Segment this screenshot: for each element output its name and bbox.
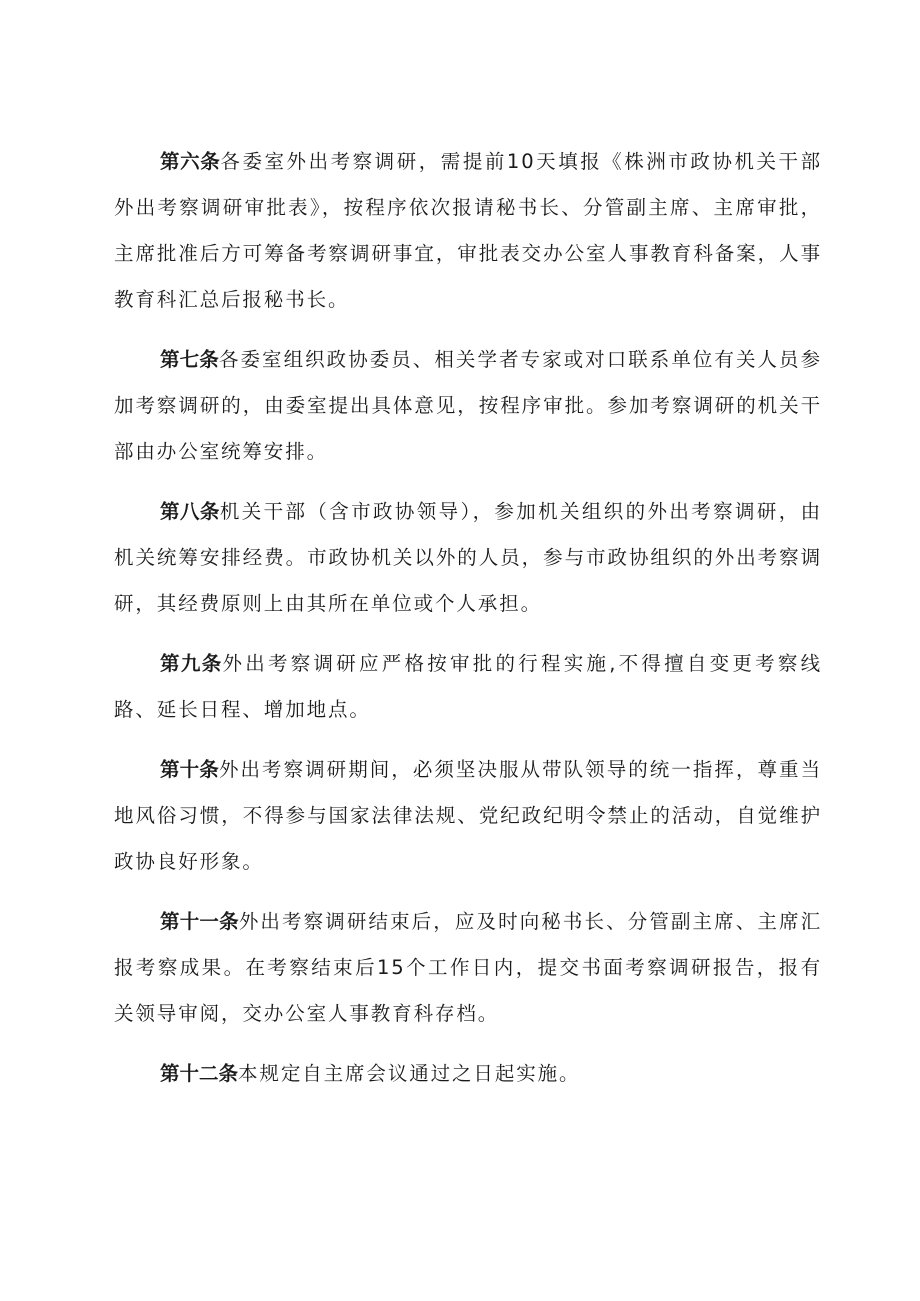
article-text: 机关干部（含市政协领导），参加机关组织的外出考察调研，由机关统筹安排经费。市政协机关以外的人员，参与市政协组织的外出考察调研，其经费原则上由其所在单位或个人承担。 [114, 500, 822, 615]
article-9 [114, 641, 822, 733]
article-10 [114, 747, 822, 885]
article-text: 各委室外出考察调研，需提前10天填报《株洲市政协机关干部外出考察调研审批表》，按程序依次报请秘书长、分管副主席、主席审批，主席批准后方可筹备考察调研事宜，审批表交办公室人事教育科备案，人事教育科汇总后报秘书长。 [114, 150, 822, 311]
article-8 [114, 489, 822, 627]
document-body [114, 139, 822, 1111]
article-title: 第十条 [160, 758, 219, 781]
article-text: 各委室组织政协委员、相关学者专家或对口联系单位有关人员参加考察调研的，由委室提出具体意见，按程序审批。参加考察调研的机关干部由办公室统筹安排。 [114, 348, 822, 463]
article-title: 第六条 [160, 150, 221, 173]
article-6 [114, 139, 822, 323]
article-text: 本规定自主席会议通过之日起实施。 [238, 1062, 581, 1085]
article-12 [114, 1051, 822, 1097]
article-title: 第十二条 [160, 1062, 239, 1085]
article-11 [114, 899, 822, 1037]
article-title: 第九条 [160, 652, 223, 675]
article-title: 第十一条 [160, 910, 239, 933]
article-7 [114, 337, 822, 475]
article-title: 第八条 [160, 500, 220, 523]
article-title: 第七条 [160, 348, 219, 371]
article-text: 外出考察调研应严格按审批的行程实施,不得擅自变更考察线路、延长日程、增加地点。 [114, 652, 822, 721]
article-text: 外出考察调研结束后，应及时向秘书长、分管副主席、主席汇报考察成果。在考察结束后15个工作日内，提交书面考察调研报告，报有关领导审阅，交办公室人事教育科存档。 [114, 910, 822, 1025]
article-text: 外出考察调研期间，必须坚决服从带队领导的统一指挥，尊重当地风俗习惯，不得参与国家法律法规、党纪政纪明令禁止的活动，自觉维护政协良好形象。 [114, 758, 822, 873]
